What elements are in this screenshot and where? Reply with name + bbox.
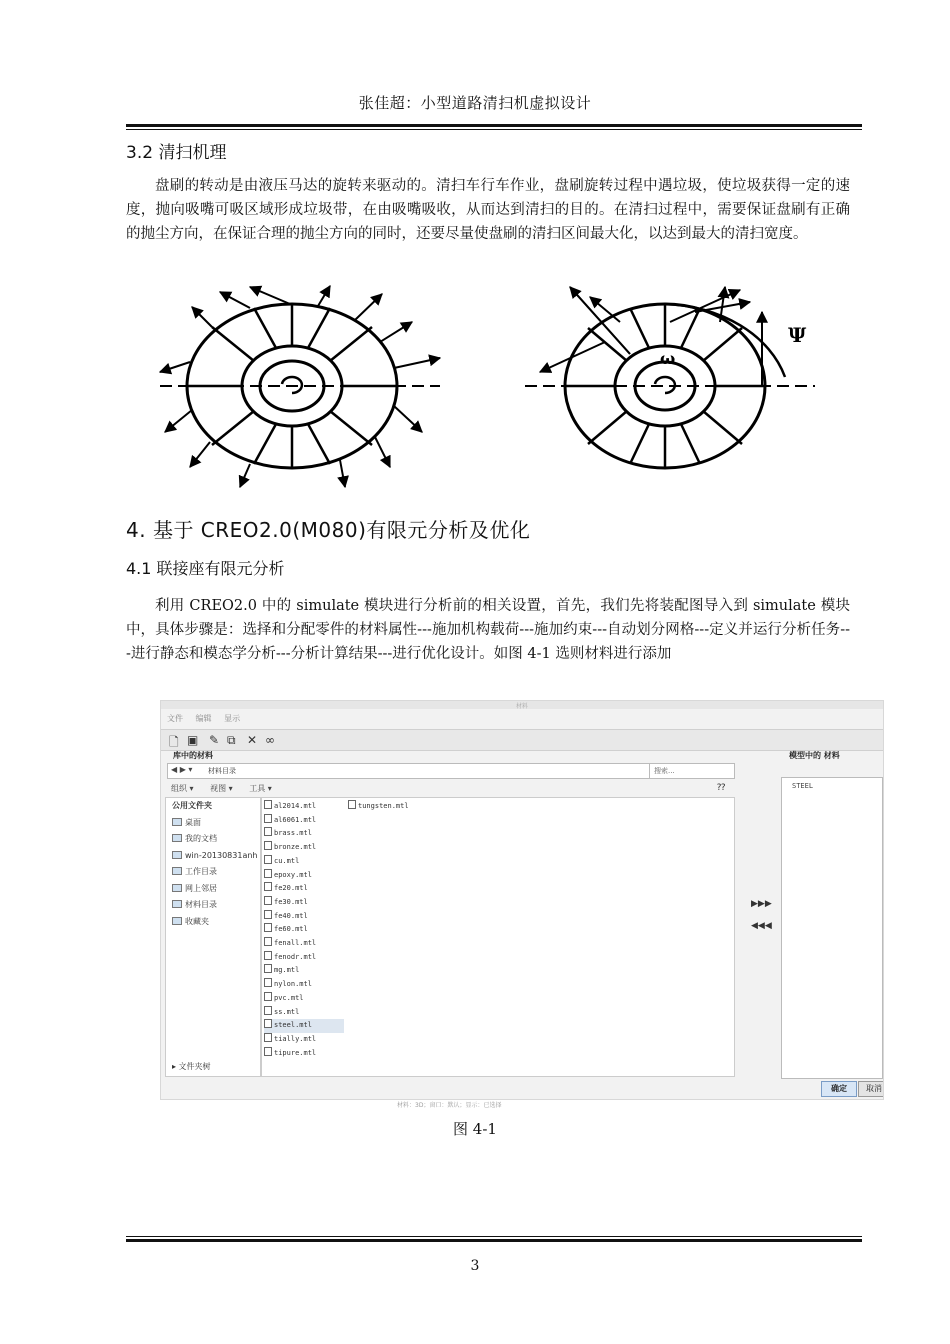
back-forward-icon[interactable]: ◀ ▶ ▾ <box>171 765 193 774</box>
material-file-icon <box>264 896 272 905</box>
material-file-icon <box>264 882 272 891</box>
search-placeholder: 搜索... <box>654 767 675 775</box>
material-file-icon <box>264 978 272 987</box>
nav-item-material-dir[interactable]: 材料目录 <box>166 897 260 914</box>
folder-icon <box>172 867 182 875</box>
material-file-item[interactable]: cu.mtl <box>264 855 299 869</box>
material-file-item[interactable]: al6061.mtl <box>264 814 316 828</box>
material-file-icon <box>264 992 272 1001</box>
running-header: 张佳超：小型道路清扫机虚拟设计 <box>358 94 592 112</box>
nav-item-my-documents[interactable]: 我的文档 <box>166 831 260 848</box>
section-heading-4-1: 4.1 联接座有限元分析 <box>126 559 285 578</box>
nav-item-working-dir[interactable]: 工作目录 <box>166 864 260 881</box>
omega-label: ω <box>660 349 676 368</box>
material-file-item[interactable]: tipure.mtl <box>264 1047 316 1061</box>
paragraph-cleaning-mechanism: 盘刷的转动是由液压马达的旋转来驱动的。清扫车行车作业，盘刷旋转过程中遇垃圾，使垃圾获得一定的速度，抛向吸嘴可吸区域形成垃圾带，在由吸嘴吸收，从而达到清扫的目的。在清扫过程中，需要保证盘刷有正确的抛尘方向，在保证合理的抛尘方向的同时，还要尽量使盘刷的清扫区间最大化，以达到最大的清扫宽度。 <box>126 178 850 242</box>
view-menu[interactable]: 视图 ▾ <box>210 784 233 793</box>
dialog-menubar <box>167 713 250 724</box>
brush-throw-diagrams <box>150 282 850 497</box>
library-materials-label: 库中的材料 <box>173 751 213 760</box>
nav-item-computer[interactable]: win-20130831anh <box>166 848 260 865</box>
computer-icon <box>172 851 182 859</box>
add-material-arrow[interactable]: ▶▶▶ <box>751 899 772 909</box>
paragraph-fea-steps: 利用 CREO2.0 中的 simulate 模块进行分析前的相关设置，首先，我们先将装配图导入到 simulate 模块中，具体步骤是：选择和分配零件的材料属性---施加机构载荷---施加约束---自动划分网格---定义并运行分析任务---进行静态和模态学分析---分析计算结果---进行优化设计。如图 4-1 选则材料进行添加 <box>126 598 850 662</box>
material-file-icon <box>264 951 272 960</box>
material-file-icon <box>264 1006 272 1015</box>
material-file-item[interactable]: fe40.mtl <box>264 910 308 924</box>
material-file-item[interactable]: fe60.mtl <box>264 923 308 937</box>
material-file-icon <box>264 869 272 878</box>
material-file-icon <box>348 800 356 809</box>
figure-caption: 图 4-1 <box>453 1120 497 1138</box>
section-heading-4: 4. 基于 CREO2.0(M080)有限元分析及优化 <box>126 518 531 542</box>
material-file-icon <box>264 841 272 850</box>
dialog-status-bar: 材料：3D；窗口：默认；显示：已选择 <box>397 1102 502 1109</box>
cancel-button[interactable]: 取消 <box>858 1081 884 1097</box>
model-materials-list <box>781 777 883 1079</box>
section-heading-3-2: 3.2 清扫机理 <box>126 143 227 163</box>
folder-icon <box>172 900 182 908</box>
left-brush-diagram <box>160 286 440 487</box>
favorites-icon <box>172 917 182 925</box>
material-file-icon <box>264 1019 272 1028</box>
address-path: 材料目录 <box>208 767 236 775</box>
folder-tree-toggle[interactable]: ▸ 文件夹树 <box>172 1062 211 1071</box>
search-input[interactable] <box>649 763 735 779</box>
nav-common-folders: 公用文件夹 <box>172 801 212 810</box>
copy-icon[interactable]: ⧉ <box>227 733 236 747</box>
header-rule-thick <box>126 124 862 127</box>
nav-item-network[interactable]: 网上邻居 <box>166 881 260 898</box>
model-materials-label: 模型中的 材料 <box>789 751 840 760</box>
material-file-icon <box>264 937 272 946</box>
material-file-item[interactable]: al2014.mtl <box>264 800 316 814</box>
model-material-item[interactable]: STEEL <box>792 782 814 790</box>
material-file-item[interactable]: fe20.mtl <box>264 882 308 896</box>
tools-menu[interactable]: 工具 ▾ <box>249 784 272 793</box>
psi-label: Ψ <box>788 323 807 347</box>
material-file-icon <box>264 855 272 864</box>
material-file-icon <box>264 964 272 973</box>
material-file-item[interactable]: tungsten.mtl <box>348 800 409 814</box>
footer-rule-thin <box>126 1236 862 1237</box>
material-file-item[interactable]: tially.mtl <box>264 1033 316 1047</box>
page-number: 3 <box>470 1258 480 1274</box>
material-file-icon <box>264 814 272 823</box>
remove-material-arrow[interactable]: ◀◀◀ <box>751 921 772 931</box>
material-file-item[interactable]: brass.mtl <box>264 827 312 841</box>
save-icon[interactable]: ▣ <box>187 733 199 747</box>
material-file-item[interactable]: ss.mtl <box>264 1006 299 1020</box>
material-file-icon <box>264 800 272 809</box>
material-file-icon <box>264 1047 272 1056</box>
edit-pencil-icon[interactable]: ✎ <box>209 733 220 747</box>
organize-menu[interactable]: 组织 ▾ <box>171 784 194 793</box>
header-rule-thin <box>126 129 862 130</box>
material-file-item[interactable]: mg.mtl <box>264 964 299 978</box>
menu-file[interactable]: 文件 <box>167 714 183 723</box>
help-icon[interactable]: ⁇ <box>717 783 726 793</box>
right-brush-diagram <box>525 287 815 468</box>
material-file-item[interactable]: pvc.mtl <box>264 992 304 1006</box>
folder-nav-pane <box>165 797 261 1077</box>
material-file-item[interactable]: fenall.mtl <box>264 937 316 951</box>
dialog-subtoolbar <box>171 783 286 794</box>
material-file-icon <box>264 923 272 932</box>
network-icon <box>172 884 182 892</box>
material-file-icon <box>264 910 272 919</box>
ok-button[interactable]: 确定 <box>821 1081 857 1097</box>
material-file-icon <box>264 1033 272 1042</box>
folder-icon <box>172 834 182 842</box>
material-file-item[interactable]: fenodr.mtl <box>264 951 316 965</box>
menu-edit[interactable]: 编辑 <box>195 714 212 723</box>
material-file-icon <box>264 827 272 836</box>
material-file-item[interactable]: epoxy.mtl <box>264 869 312 883</box>
glasses-icon[interactable]: ∞ <box>265 733 275 747</box>
delete-icon[interactable]: ✕ <box>247 733 258 747</box>
new-file-icon[interactable]: 🗋 <box>169 735 179 749</box>
material-file-item[interactable]: nylon.mtl <box>264 978 312 992</box>
material-file-list <box>261 797 735 1077</box>
material-file-item[interactable]: bronze.mtl <box>264 841 316 855</box>
material-dialog-screenshot <box>160 700 884 1100</box>
dialog-title: 材料 <box>161 701 883 709</box>
menu-view[interactable]: 显示 <box>224 714 241 723</box>
desktop-icon <box>172 818 182 826</box>
material-file-item[interactable]: fe30.mtl <box>264 896 308 910</box>
footer-rule-thick <box>126 1239 862 1242</box>
nav-item-desktop[interactable]: 桌面 <box>166 815 260 832</box>
dialog-toolbar <box>161 729 883 751</box>
material-file-item[interactable]: steel.mtl <box>264 1019 344 1033</box>
nav-item-favorites[interactable]: 收藏夹 <box>166 914 260 931</box>
